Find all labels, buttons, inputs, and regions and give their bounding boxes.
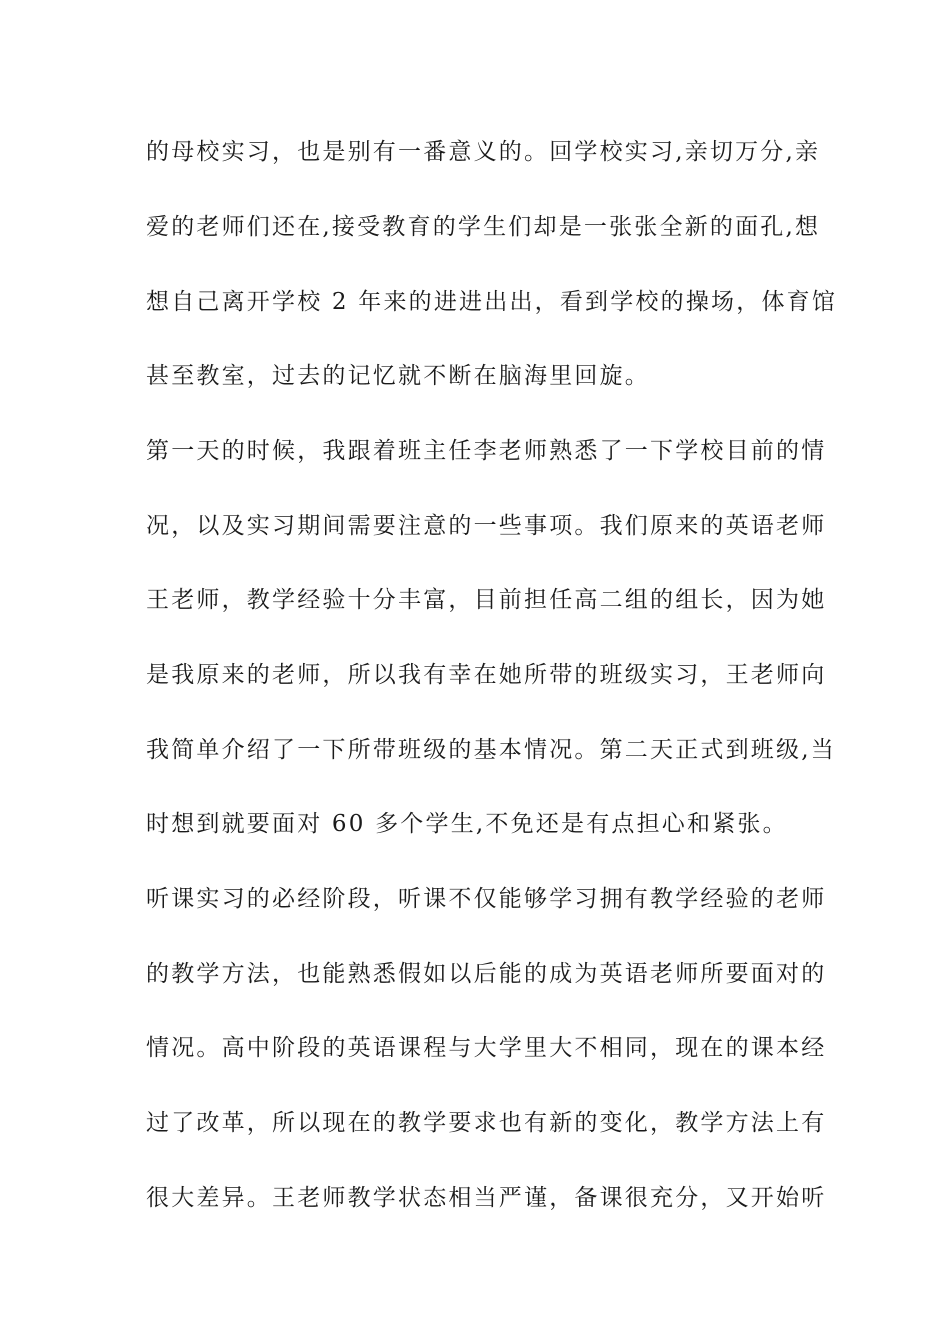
text-line: 我简单介绍了一下所带班级的基本情况。第二天正式到班级,当 (146, 737, 836, 763)
text-line: 想自己离开学校 2 年来的进进出出，看到学校的操场，体育馆 (146, 289, 838, 315)
text-line: 的教学方法，也能熟悉假如以后能的成为英语老师所要面对的 (146, 961, 827, 987)
text-line: 情况。高中阶段的英语课程与大学里大不相同，现在的课本经 (146, 1035, 827, 1061)
text-line: 听课实习的必经阶段，听课不仅能够学习拥有教学经验的老师 (146, 886, 827, 912)
text-line: 况，以及实习期间需要注意的一些事项。我们原来的英语老师 (146, 513, 827, 539)
text-line: 的母校实习，也是别有一番意义的。回学校实习,亲切万分,亲 (146, 139, 821, 165)
text-line: 第一天的时候，我跟着班主任李老师熟悉了一下学校目前的情 (146, 438, 827, 464)
text-line: 是我原来的老师，所以我有幸在她所带的班级实习，王老师向 (146, 662, 827, 688)
text-line: 过了改革，所以现在的教学要求也有新的变化，教学方法上有 (146, 1110, 827, 1136)
text-line: 王老师，教学经验十分丰富，目前担任高二组的组长，因为她 (146, 587, 827, 613)
text-line: 甚至教室，过去的记忆就不断在脑海里回旋。 (146, 363, 650, 389)
text-line: 很大差异。王老师教学状态相当严谨，备课很充分，又开始听 (146, 1185, 827, 1211)
text-line: 爱的老师们还在,接受教育的学生们却是一张张全新的面孔,想 (146, 214, 821, 240)
text-line: 时想到就要面对 60 多个学生,不免还是有点担心和紧张。 (146, 811, 788, 837)
